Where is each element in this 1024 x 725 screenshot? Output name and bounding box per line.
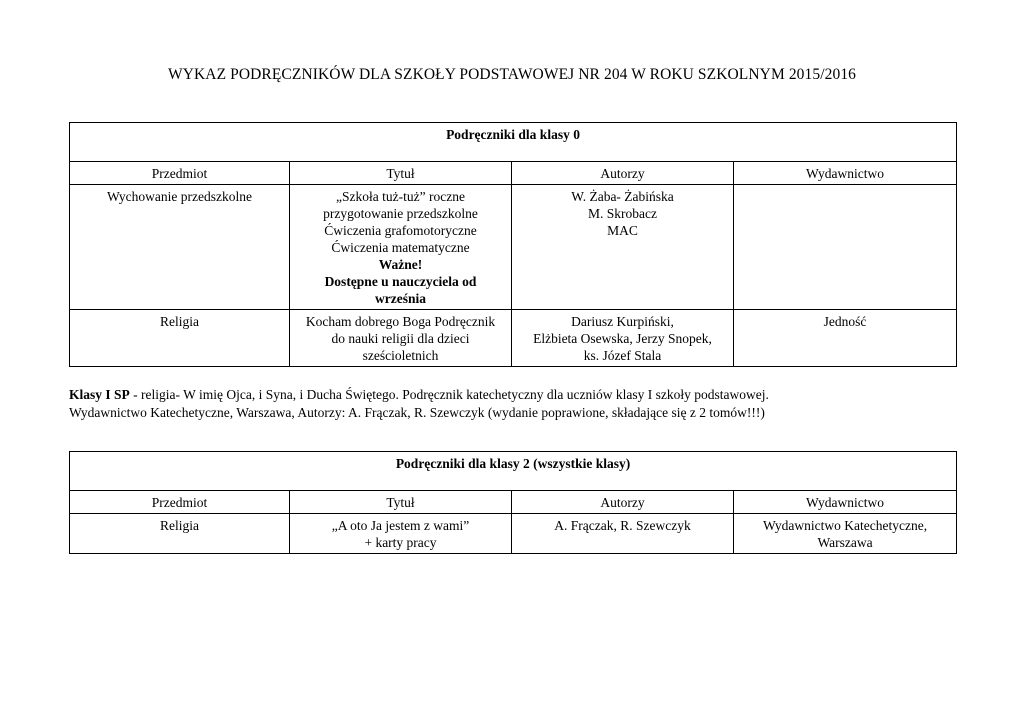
- author-line: MAC: [607, 223, 638, 238]
- cell-subject: Religia: [70, 310, 290, 367]
- table-caption: Podręczniki dla klasy 0: [70, 123, 957, 162]
- author-line: A. Frączak, R. Szewczyk: [554, 518, 691, 533]
- important-note-line: września: [375, 291, 426, 306]
- textbooks-table-class-0: [69, 122, 957, 367]
- note-line: [69, 386, 969, 404]
- cell-authors: [512, 185, 734, 310]
- cell-authors: [512, 514, 734, 554]
- cell-publisher: [734, 514, 957, 554]
- title-line: sześcioletnich: [362, 348, 439, 363]
- author-line: M. Skrobacz: [588, 206, 657, 221]
- table-caption-row: [70, 123, 957, 162]
- cell-authors: [512, 310, 734, 367]
- table-row: [70, 185, 957, 310]
- cell-title: [290, 185, 512, 310]
- header-publisher: Wydawnictwo: [734, 162, 957, 185]
- title-line: Ćwiczenia matematyczne: [331, 240, 470, 255]
- cell-publisher: Jedność: [734, 310, 957, 367]
- cell-title: [290, 310, 512, 367]
- cell-publisher: [734, 185, 957, 310]
- publisher-line: Wydawnictwo Katechetyczne,: [762, 518, 928, 533]
- title-line: do nauki religii dla dzieci: [331, 331, 470, 346]
- title-line: + karty pracy: [364, 535, 437, 550]
- table-caption: Podręczniki dla klasy 2 (wszystkie klasy): [70, 452, 957, 491]
- table-caption-row: [70, 452, 957, 491]
- note-text: - religia- W imię Ojca, i Syna, i Ducha Świętego. Podręcznik katechetyczny dla uczniów klasy I szkoły podstawowej.: [129, 387, 769, 402]
- header-title: Tytuł: [290, 491, 512, 514]
- author-line: Elżbieta Osewska, Jerzy Snopek,: [533, 331, 712, 346]
- header-authors: Autorzy: [512, 162, 734, 185]
- table-header-row: [70, 491, 957, 514]
- cell-title: [290, 514, 512, 554]
- note-bold-prefix: Klasy I SP: [69, 387, 130, 402]
- author-line: Dariusz Kurpiński,: [571, 314, 674, 329]
- important-note-line: Ważne!: [378, 257, 423, 272]
- header-authors: Autorzy: [512, 491, 734, 514]
- publisher-line: Warszawa: [817, 535, 873, 550]
- title-line: „A oto Ja jestem z wami”: [331, 518, 470, 533]
- cell-subject: Wychowanie przedszkolne: [70, 185, 290, 310]
- table-header-row: [70, 162, 957, 185]
- textbooks-table-class-2: [69, 451, 957, 554]
- document-title: WYKAZ PODRĘCZNIKÓW DLA SZKOŁY PODSTAWOWEJ NR 204 W ROKU SZKOLNYM 2015/2016: [167, 66, 857, 83]
- important-note-line: Dostępne u nauczyciela od: [324, 274, 477, 289]
- class-1-religion-note: [69, 386, 969, 422]
- header-title: Tytuł: [290, 162, 512, 185]
- header-subject: Przedmiot: [70, 162, 290, 185]
- title-line: Kocham dobrego Boga Podręcznik: [305, 314, 496, 329]
- title-line: Ćwiczenia grafomotoryczne: [324, 223, 477, 238]
- cell-subject: Religia: [70, 514, 290, 554]
- author-line: W. Żaba- Żabińska: [571, 189, 674, 204]
- author-line: ks. Józef Stala: [583, 348, 662, 363]
- table-row: [70, 310, 957, 367]
- title-line: „Szkoła tuż-tuż” roczne: [336, 189, 465, 204]
- note-line: Wydawnictwo Katechetyczne, Warszawa, Autorzy: A. Frączak, R. Szewczyk (wydanie poprawione, składające się z 2 tomów!!!): [69, 405, 765, 420]
- header-publisher: Wydawnictwo: [734, 491, 957, 514]
- header-subject: Przedmiot: [70, 491, 290, 514]
- table-row: [70, 514, 957, 554]
- title-line: przygotowanie przedszkolne: [323, 206, 478, 221]
